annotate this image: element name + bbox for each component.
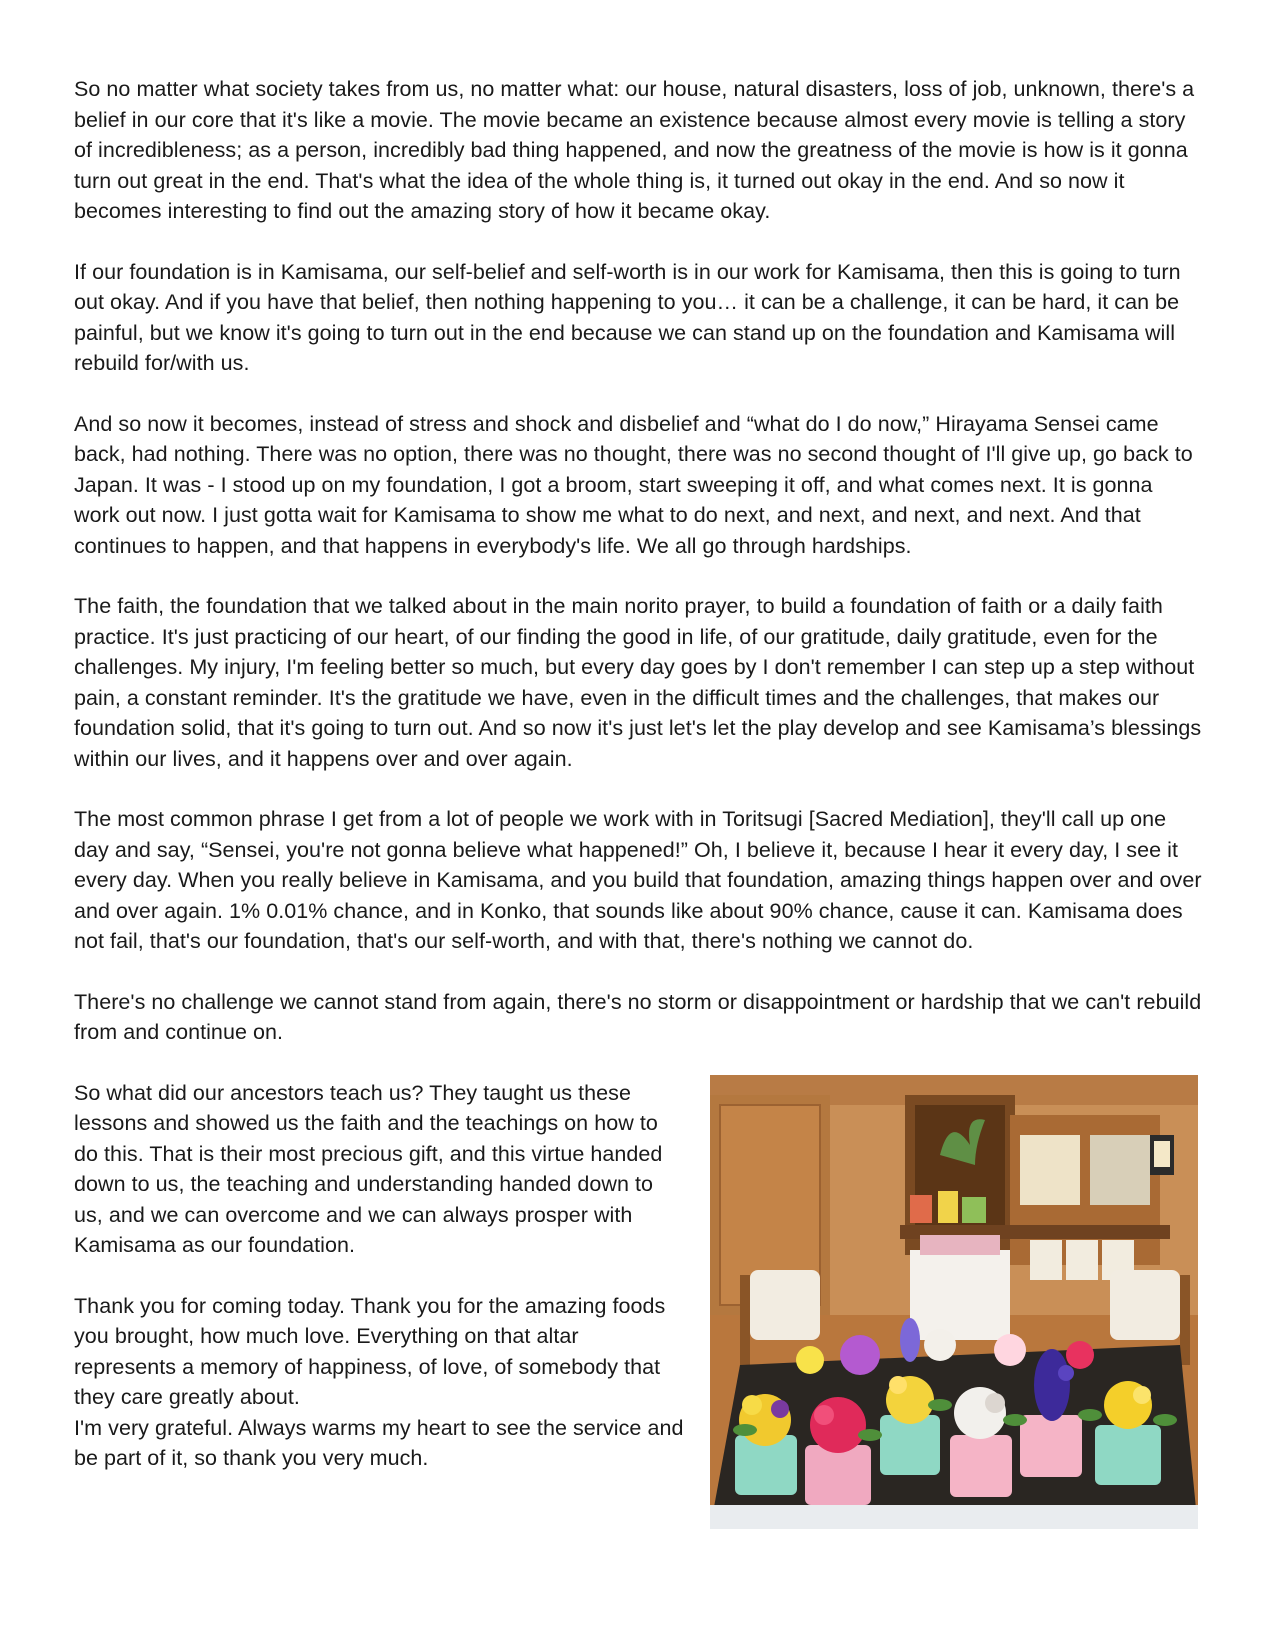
- paragraph-5: The most common phrase I get from a lot of people we work with in Toritsugi [Sacred Mediation], they'll call up one day and say, “Sensei, you're not gonna believe what happened!” Oh, I believe it, because I hear it every day, I see it every day. When you really believe in Kamisama, and you build that foundation, amazing things happen over and over and over again. 1% 0.01% chance, and in Konko, that sounds like about 90% chance, cause it can. Kamisama does not fail, that's our foundation, that's our self-worth, and with that, there's nothing we cannot do.: [74, 807, 1202, 953]
- paragraph-thank-you: Thank you for coming today. Thank you for the amazing foods you brought, how much love. Everything on that altar represents a memory of happiness, of love, of somebody that they care greatly about.: [74, 1293, 666, 1409]
- paragraph-3: And so now it becomes, instead of stress and shock and disbelief and “what do I do now,” Hirayama Sensei came back, had nothing. There was no option, there was no thought, there was no second thought of I'll give up, go back to Japan. It was - I stood up on my foundation, I got a broom, start sweeping it off, and what comes next. It is gonna work out now. I just gotta wait for Kamisama to show me what to do next, and next, and next, and next. And that continues to happen, and that happens in everybody's life. We all go through hardships.: [74, 411, 1193, 558]
- altar-flowers-photo: [710, 1075, 1198, 1529]
- paragraph-4: The faith, the foundation that we talked about in the main norito prayer, to build a foundation of faith or a daily faith practice. It's just practicing of our heart, of our finding the good in life, of our gratitude, daily gratitude, even for the challenges. My injury, I'm feeling better so much, but every day goes by I don't remember I can step up a step without pain, a constant reminder. It's the gratitude we have, even in the difficult times and the challenges, that makes our foundation solid, that it's going to turn out. And so now it's just let's let the play develop and see Kamisama’s blessings within our lives, and it happens over and over again.: [74, 594, 1202, 771]
- bottom-section: [74, 1078, 1204, 1548]
- paragraph-ancestors: So what did our ancestors teach us? They taught us these lessons and showed us the faith and the teachings on how to do this. That is their most precious gift, and this virtue handed down to us, the teaching and understanding handed down to us, and we can overcome and we can always prosper with Kamisama as our foundation.: [74, 1080, 663, 1257]
- paragraph-1: So no matter what society takes from us, no matter what: our house, natural disasters, loss of job, unknown, there's a belief in our core that it's like a movie. The movie became an existence because almost every movie is telling a story of incredibleness; as a person, incredibly bad thing happened, and now the greatness of the movie is how is it gonna turn out great in the end. That's what the idea of the whole thing is, it turned out okay in the end. And so now it becomes interesting to find out the amazing story of how it became okay.: [74, 77, 1195, 223]
- document-page: [74, 74, 1204, 1548]
- paragraph-grateful: I'm very grateful. Always warms my heart to see the service and be part of it, so thank you very much.: [74, 1415, 684, 1470]
- paragraph-6: There's no challenge we cannot stand from again, there's no storm or disappointment or hardship that we can't rebuild from and continue on.: [74, 989, 1202, 1044]
- bottom-text-column: [74, 1078, 684, 1474]
- paragraph-2: If our foundation is in Kamisama, our self-belief and self-worth is in our work for Kamisama, then this is going to turn out okay. And if you have that belief, then nothing happening to you… it can be a challenge, it can be hard, it can be painful, but we know it's going to turn out in the end because we can stand up on the foundation and Kamisama will rebuild for/with us.: [74, 259, 1181, 375]
